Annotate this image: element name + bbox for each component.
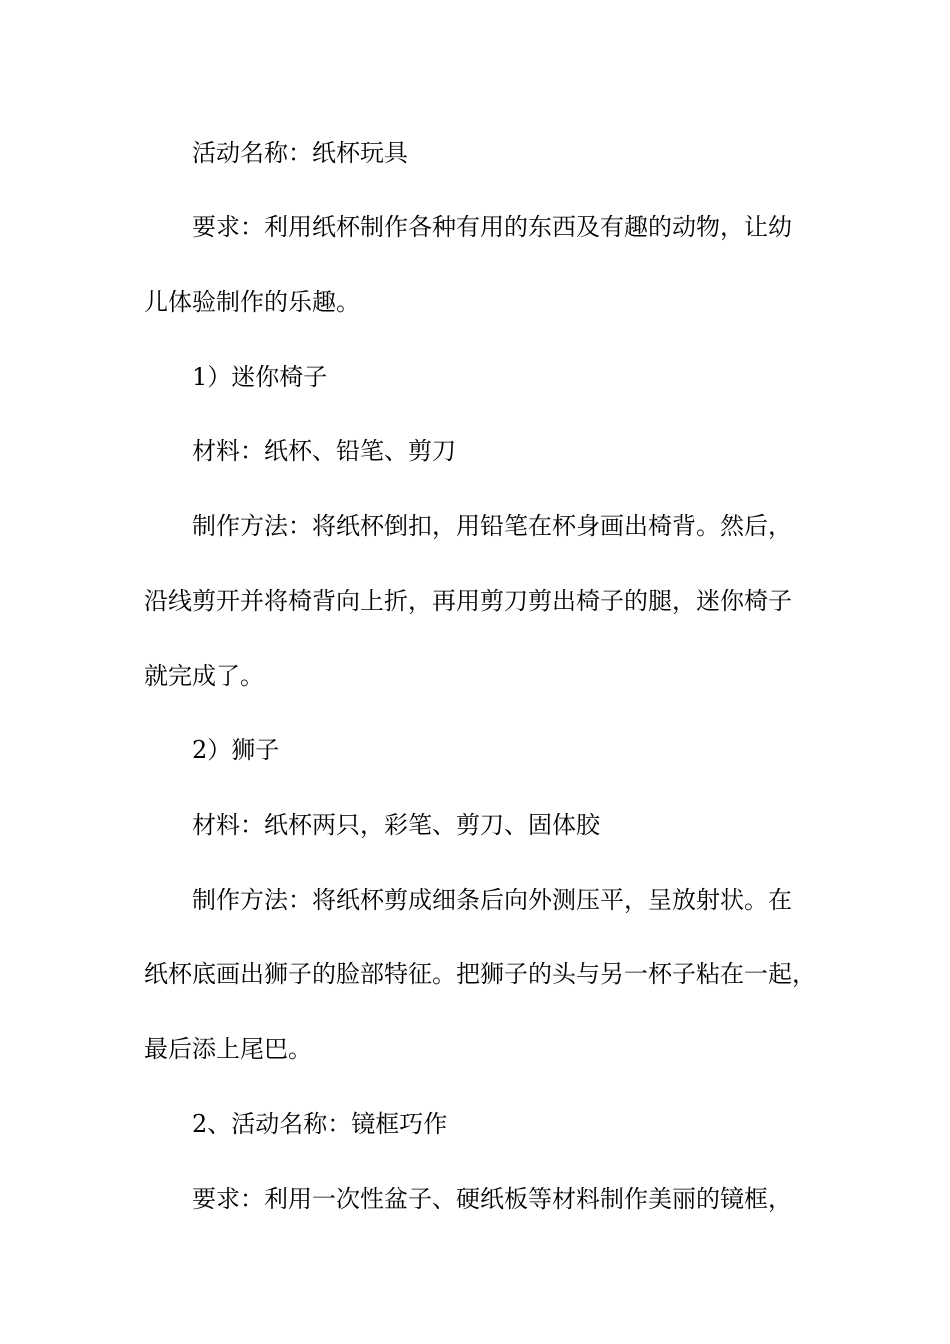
activity-title-line: 2、活动名称：镜框巧作	[192, 1110, 448, 1138]
section-heading-mini-chair: 1）迷你椅子	[192, 363, 328, 391]
method-line: 制作方法：将纸杯倒扣，用铅笔在杯身画出椅背。然后，	[192, 512, 792, 540]
materials-line: 材料：纸杯、铅笔、剪刀	[192, 437, 456, 465]
method-continuation-line: 纸杯底画出狮子的脸部特征。把狮子的头与另一杯子粘在一起，	[144, 960, 816, 988]
method-continuation-line: 最后添上尾巴。	[144, 1035, 312, 1063]
materials-line: 材料：纸杯两只，彩笔、剪刀、固体胶	[192, 811, 600, 839]
section-heading-lion: 2）狮子	[192, 736, 280, 764]
method-continuation-line: 沿线剪开并将椅背向上折，再用剪刀剪出椅子的腿，迷你椅子	[144, 587, 792, 615]
requirement-line: 要求：利用一次性盆子、硬纸板等材料制作美丽的镜框，	[192, 1185, 792, 1213]
activity-title-line: 活动名称：纸杯玩具	[192, 139, 408, 167]
method-line: 制作方法：将纸杯剪成细条后向外测压平，呈放射状。在	[192, 886, 792, 914]
requirement-continuation-line: 儿体验制作的乐趣。	[144, 288, 360, 316]
method-continuation-line: 就完成了。	[144, 662, 264, 690]
requirement-line: 要求：利用纸杯制作各种有用的东西及有趣的动物，让幼	[192, 213, 792, 241]
